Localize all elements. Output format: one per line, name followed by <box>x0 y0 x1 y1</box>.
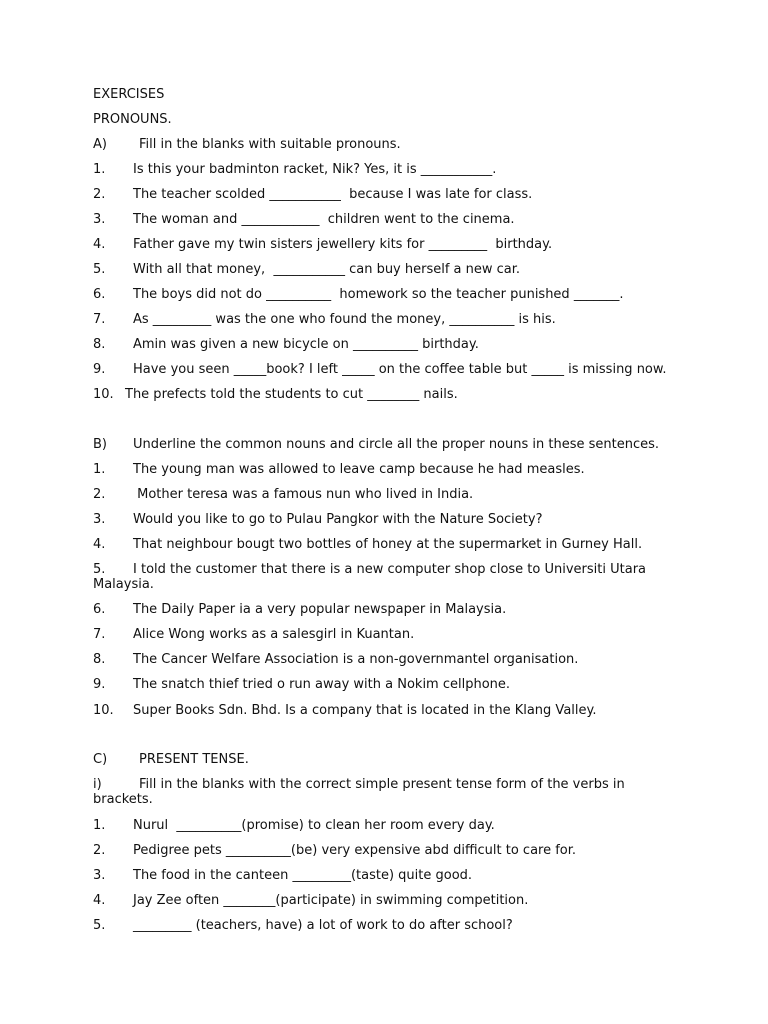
item-text: Mother teresa was a famous nun who lived in India. <box>133 487 474 502</box>
item-number: 8. <box>93 337 106 352</box>
topic-heading: PRONOUNS. <box>93 112 172 127</box>
item-number: 2. <box>93 487 106 502</box>
item-text: With all that money, ___________ can buy herself a new car. <box>133 262 521 277</box>
section-c-subheader <box>93 777 693 807</box>
item-text: The prefects told the students to cut ________ nails. <box>125 387 458 402</box>
item-number: 9. <box>93 677 106 692</box>
item-text: The boys did not do __________ homework so the teacher punished _______. <box>133 287 624 302</box>
item-number: 5. <box>93 262 106 277</box>
item-text: As _________ was the one who found the money, __________ is his. <box>133 312 556 327</box>
section-c-instruction: Fill in the blanks with the correct simple present tense form of the verbs in brackets. <box>93 777 625 807</box>
item-text: Have you seen _____book? I left _____ on the coffee table but _____ is missing now. <box>133 362 667 377</box>
item-number: 10. <box>93 387 114 402</box>
item-number: 7. <box>93 312 106 327</box>
item-number: 10. <box>93 703 114 718</box>
item-text: Jay Zee often ________(participate) in swimming competition. <box>133 893 529 908</box>
item-number: 7. <box>93 627 106 642</box>
item-text: Would you like to go to Pulau Pangkor with the Nature Society? <box>133 512 543 527</box>
section-a-label: A) <box>93 137 107 152</box>
item-number: 4. <box>93 537 106 552</box>
page-title: EXERCISES <box>93 87 165 102</box>
item-text: The Daily Paper ia a very popular newspaper in Malaysia. <box>133 602 507 617</box>
item-number: 5. <box>93 562 106 577</box>
item-number: 9. <box>93 362 106 377</box>
item-number: 1. <box>93 818 106 833</box>
item-number: 5. <box>93 918 106 933</box>
section-c-label: C) <box>93 752 108 767</box>
item-number: 2. <box>93 187 106 202</box>
item-number: 6. <box>93 287 106 302</box>
item-text: Amin was given a new bicycle on __________ birthday. <box>133 337 479 352</box>
item-text: That neighbour bougt two bottles of honey at the supermarket in Gurney Hall. <box>133 537 643 552</box>
item-text: _________ (teachers, have) a lot of work to do after school? <box>133 918 513 933</box>
item-number: 4. <box>93 237 106 252</box>
item-text: Is this your badminton racket, Nik? Yes, it is ___________. <box>133 162 497 177</box>
item-text: Super Books Sdn. Bhd. Is a company that is located in the Klang Valley. <box>133 703 597 718</box>
item-text: The teacher scolded ___________ because I was late for class. <box>133 187 533 202</box>
item-number: 3. <box>93 512 106 527</box>
item-number: 1. <box>93 462 106 477</box>
section-c-heading: PRESENT TENSE. <box>139 752 249 767</box>
item-text: The Cancer Welfare Association is a non-governmantel organisation. <box>133 652 579 667</box>
section-c-sub-label: i) <box>93 777 102 792</box>
section-b-label: B) <box>93 437 107 452</box>
item-text: The snatch thief tried o run away with a Nokim cellphone. <box>133 677 511 692</box>
item-text: The young man was allowed to leave camp because he had measles. <box>133 462 585 477</box>
item-number: 3. <box>93 212 106 227</box>
item-number: 1. <box>93 162 106 177</box>
item-text: Father gave my twin sisters jewellery kits for _________ birthday. <box>133 237 553 252</box>
item-text: The food in the canteen _________(taste) quite good. <box>133 868 473 883</box>
item-text: Nurul __________(promise) to clean her room every day. <box>133 818 495 833</box>
section-a-instruction: Fill in the blanks with suitable pronouns. <box>139 137 401 152</box>
section-b-instruction: Underline the common nouns and circle all the proper nouns in these sentences. <box>133 437 660 452</box>
item-text: Pedigree pets __________(be) very expensive abd difficult to care for. <box>133 843 577 858</box>
item-number: 2. <box>93 843 106 858</box>
item-text: Alice Wong works as a salesgirl in Kuantan. <box>133 627 415 642</box>
item-number: 4. <box>93 893 106 908</box>
item-number: 6. <box>93 602 106 617</box>
list-item <box>93 562 693 592</box>
item-text: The woman and ____________ children went to the cinema. <box>133 212 515 227</box>
item-text: I told the customer that there is a new computer shop close to Universiti Utara Malaysia. <box>93 562 646 592</box>
item-number: 3. <box>93 868 106 883</box>
item-number: 8. <box>93 652 106 667</box>
